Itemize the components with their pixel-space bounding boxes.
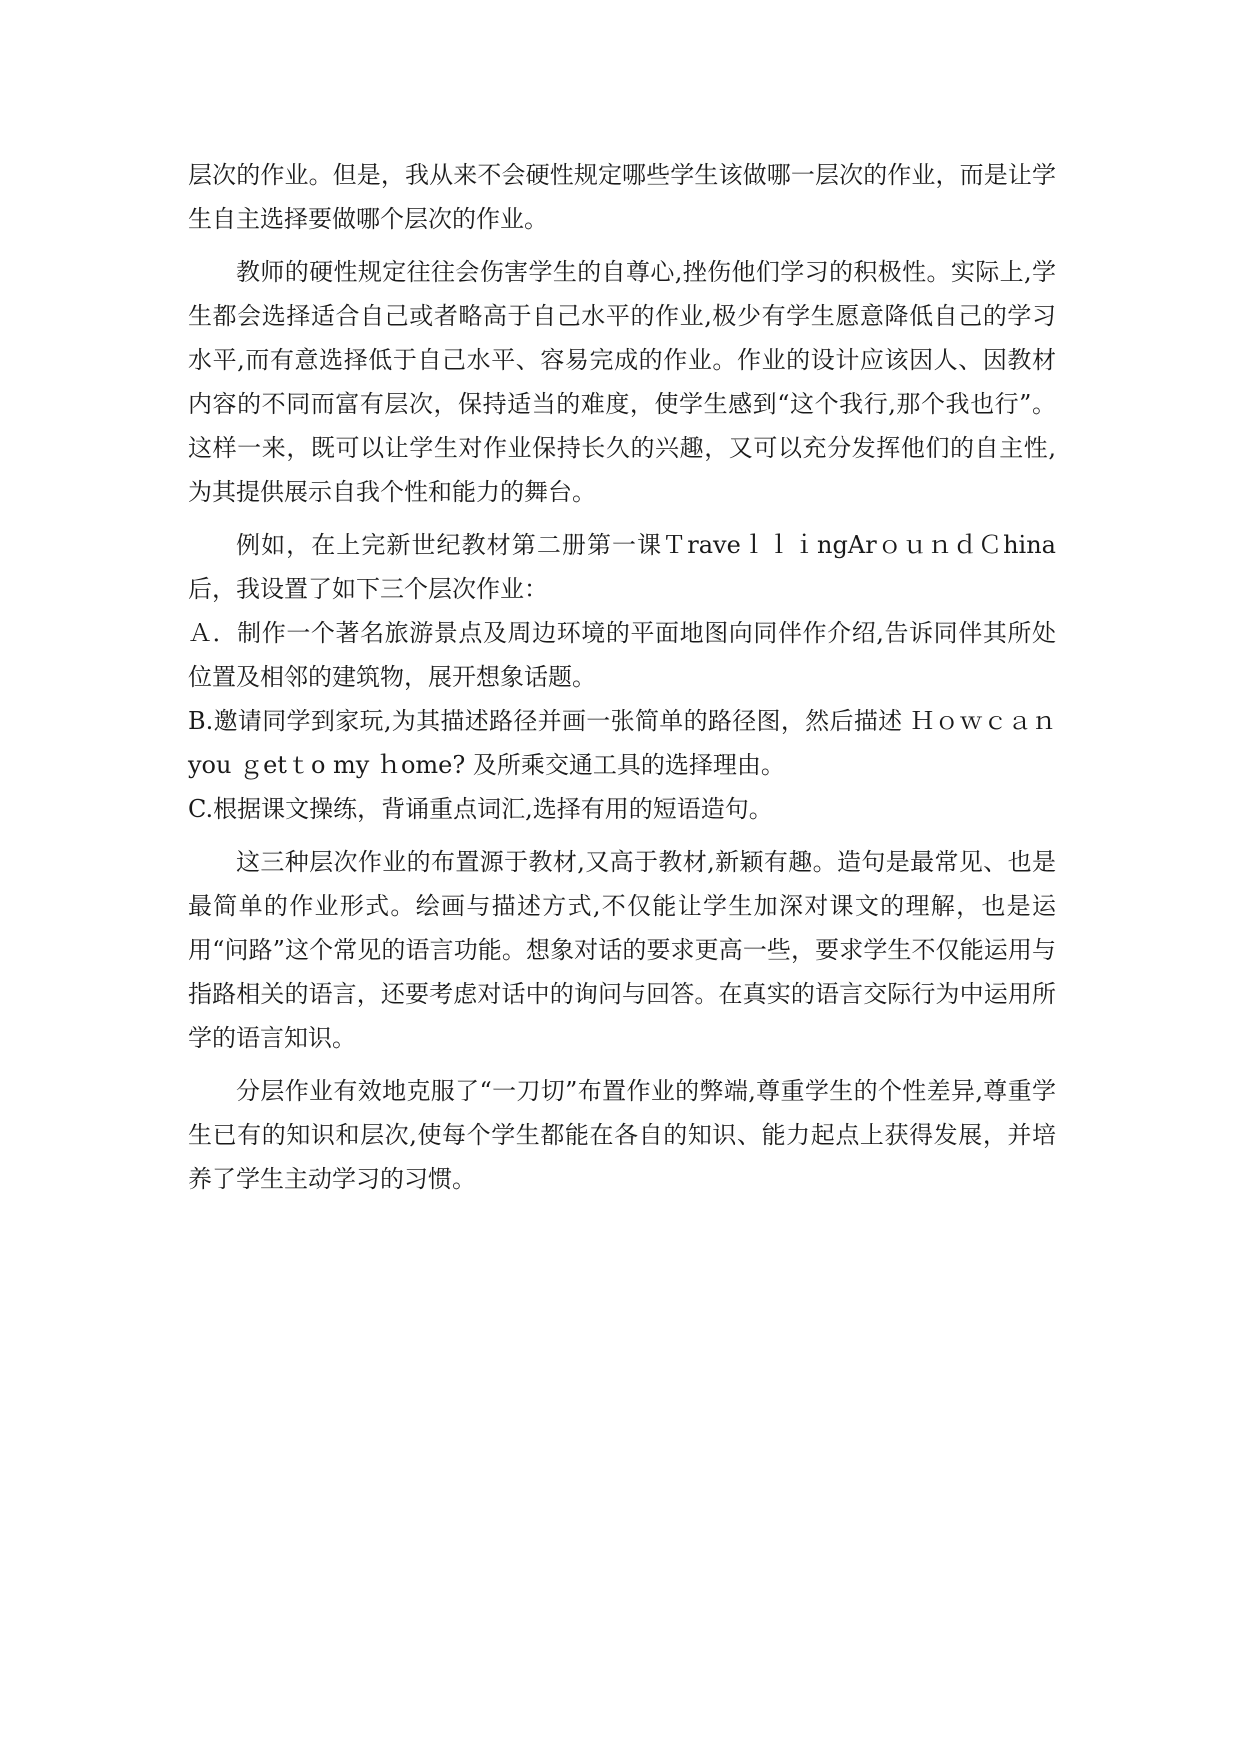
paragraph-example-intro: 例如，在上完新世纪教材第二册第一课ＴraveｌｌｉngArｏｕｎｄＣhina后，我设置了如下三个层次作业： (188, 531, 1056, 603)
paragraph-analysis: 这三种层次作业的布置源于教材,又高于教材,新颖有趣。造句是最常见、也是最简单的作业形式。绘画与描述方式,不仅能让学生加深对课文的理解，也是运用“问路”这个常见的语言功能。想象对话的要求更高一些，要求学生不仅能运用与指路相关的语言，还要考虑对话中的询问与回答。在真实的语言交际行为中运用所学的语言知识。 (188, 848, 1056, 1052)
list-item-c: C.根据课文操练，背诵重点词汇,选择有用的短语造句。 (188, 795, 773, 823)
paragraph-continuation: 层次的作业。但是，我从来不会硬性规定哪些学生该做哪一层次的作业，而是让学生自主选择要做哪个层次的作业。 (188, 161, 1056, 233)
document-body (188, 153, 1056, 1201)
list-item-a: Ａ．制作一个著名旅游景点及周边环境的平面地图向同伴作介绍,告诉同伴其所处位置及相邻的建筑物，展开想象话题。 (188, 619, 1056, 691)
paragraph-teacher-rules: 教师的硬性规定往往会伤害学生的自尊心,挫伤他们学习的积极性。实际上,学生都会选择适合自己或者略高于自己水平的作业,极少有学生愿意降低自己的学习水平,而有意选择低于自己水平、容易完成的作业。作业的设计应该因人、因教材内容的不同而富有层次，保持适当的难度，使学生感到“这个我行,那个我也行”。这样一来，既可以让学生对作业保持长久的兴趣，又可以充分发挥他们的自主性,为其提供展示自我个性和能力的舞台。 (188, 258, 1056, 506)
list-item-b: B.邀请同学到家玩,为其描述路径并画一张简单的路径图，然后描述 Ｈｏｗｃａｎ you ｇetｔo my ｈome? 及所乘交通工具的选择理由。 (188, 707, 1056, 779)
paragraph-conclusion: 分层作业有效地克服了“一刀切”布置作业的弊端,尊重学生的个性差异,尊重学生已有的知识和层次,使每个学生都能在各自的知识、能力起点上获得发展，并培养了学生主动学习的习惯。 (188, 1077, 1056, 1193)
